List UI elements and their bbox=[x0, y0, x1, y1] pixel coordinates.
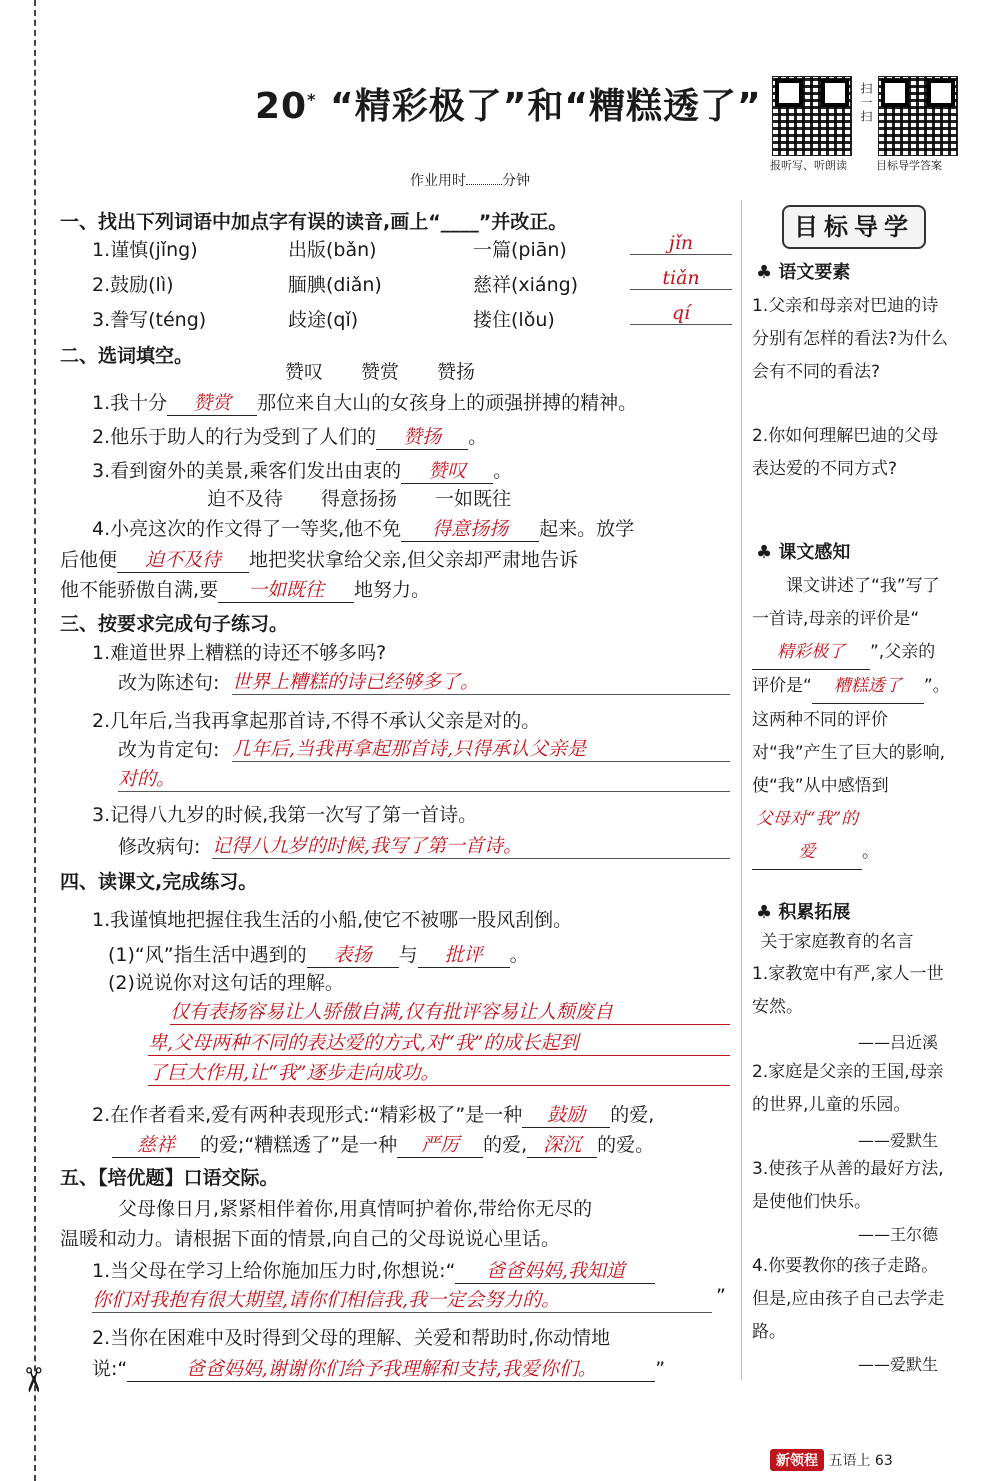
section-1-heading: 一、找出下列词语中加点字有误的读音,画上“____”并改正。 bbox=[60, 211, 568, 233]
s1-answer-2[interactable]: tiǎn bbox=[630, 267, 732, 290]
section-2-heading: 二、选词填空。 bbox=[60, 345, 194, 367]
s4-q2-answer-2[interactable]: 慈祥 bbox=[112, 1130, 200, 1158]
s3-q3: 3.记得八九岁的时候,我第一次写了第一首诗。 bbox=[92, 804, 478, 826]
s4-q2-answer-3[interactable]: 严厉 bbox=[397, 1130, 483, 1158]
s2-q3-answer[interactable]: 赞叹 bbox=[401, 456, 493, 484]
s4-q1-2: (2)说说你对这句话的理解。 bbox=[108, 972, 344, 994]
s1-answer-3[interactable]: qí bbox=[630, 302, 732, 325]
sidebar-q2: 2.你如何理解巴迪的父母表达爱的不同方式? bbox=[752, 426, 939, 479]
s3-q2-answer-2[interactable]: 对的。 bbox=[118, 764, 730, 792]
s2-q4-line1: 4.小亮这次的作文得了一等奖,他不免 得意扬扬 起来。放学 bbox=[92, 514, 634, 542]
s1-row-1: 1.谨慎(jǐng) bbox=[92, 239, 198, 261]
s2-q1-answer[interactable]: 赞赏 bbox=[167, 388, 257, 416]
word-bank-1: 赞叹 赞赏 赞扬 bbox=[285, 361, 476, 383]
s3-q1-answer[interactable]: 世界上糟糕的诗已经够多了。 bbox=[232, 667, 730, 695]
s2-q3: 3.看到窗外的美景,乘客们发出由衷的 赞叹 。 bbox=[92, 456, 512, 484]
scissors-icon: ✂ bbox=[12, 1365, 53, 1395]
scan-label: 扫一扫 bbox=[859, 82, 873, 124]
sidebar-answer-1[interactable]: 精彩极了 bbox=[752, 636, 870, 670]
cut-line bbox=[34, 0, 36, 1481]
sidebar-section-2: ♣ 课文感知 bbox=[756, 542, 851, 563]
sidebar-answer-3[interactable]: 父母对“我”的爱 bbox=[752, 803, 862, 870]
s5-q2: 2.当你在困难中及时得到父母的理解、关爱和帮助时,你动情地 bbox=[92, 1327, 611, 1349]
s1-row-3: 3.誊写(téng) bbox=[92, 309, 207, 331]
s3-q2: 2.几年后,当我再拿起那首诗,不得不承认父亲是对的。 bbox=[92, 710, 541, 732]
word-bank-2: 迫不及待 得意扬扬 一如既往 bbox=[207, 488, 512, 510]
s2-q2: 2.他乐于助人的行为受到了人们的 赞扬 。 bbox=[92, 422, 487, 450]
s4-q2-line1: 2.在作者看来,爱有两种表现形式:“精彩极了”是一种 鼓励 的爱, bbox=[92, 1100, 654, 1128]
sidebar-answer-2[interactable]: 糟糕透了 bbox=[812, 670, 924, 704]
sidebar-section-1: ♣ 语文要素 bbox=[756, 262, 851, 283]
s2-q4-line2: 后他便 迫不及待 地把奖状拿给父亲,但父亲却严肃地告诉 bbox=[60, 545, 578, 573]
s3-q1: 1.难道世界上糟糕的诗还不够多吗? bbox=[92, 642, 387, 664]
quote-3: 3.使孩子从善的最好方法,是使他们快乐。 bbox=[752, 1159, 944, 1212]
s2-q4-answer-1[interactable]: 得意扬扬 bbox=[401, 514, 539, 542]
s4-q2-answer-4[interactable]: 深沉 bbox=[527, 1130, 597, 1158]
sidebar-summary: 课文讲述了“我”写了一首诗,母亲的评价是“精彩极了 ”,父亲的评价是“ 糟糕透了 ”。这两种不同的评价对“我”产生了巨大的影响,使“我”从中感悟到父母对“我”的爱 。 bbox=[752, 570, 952, 870]
s4-answer-line-1[interactable]: 仅有表扬容易让人骄傲自满,仅有批评容易让人颓废自 bbox=[170, 997, 730, 1025]
s1-row-2: 2.鼓励(lì) bbox=[92, 274, 174, 296]
s1-row-2-c: 慈祥(xiáng) bbox=[473, 274, 579, 296]
s4-answer-line-3[interactable]: 了巨大作用,让“我”逐步走向成功。 bbox=[148, 1058, 730, 1086]
s3-q3-answer[interactable]: 记得八九岁的时候,我写了第一首诗。 bbox=[212, 831, 730, 859]
s1-row-1-c: 一篇(piān) bbox=[473, 239, 567, 261]
s5-intro-1: 父母像日月,紧紧相伴着你,用真情呵护着你,带给你无尽的 bbox=[118, 1198, 593, 1220]
tree-icon: ♣ bbox=[756, 542, 773, 563]
quote-1-author: ——吕近溪 bbox=[858, 1033, 939, 1052]
s3-q1-label: 改为陈述句: bbox=[118, 672, 220, 694]
s1-row-1-b: 出版(bǎn) bbox=[288, 239, 377, 261]
s1-row-3-b: 歧途(qǐ) bbox=[288, 309, 359, 331]
s1-row-2-b: 腼腆(diǎn) bbox=[288, 274, 382, 296]
s5-q1-answer-2[interactable]: 你们对我抱有很大期望,请你们相信我,我一定会努力的。 bbox=[92, 1285, 712, 1313]
s5-q1: 1.当父母在学习上给你施加压力时,你想说:“ 爸爸妈妈,我知道 bbox=[92, 1256, 655, 1284]
s2-q4-answer-2[interactable]: 迫不及待 bbox=[117, 545, 249, 573]
qr-caption-left: 报听写、听朗读 bbox=[770, 159, 847, 172]
section-3-heading: 三、按要求完成句子练习。 bbox=[60, 613, 289, 635]
s4-q1-answer-2[interactable]: 批评 bbox=[418, 940, 510, 968]
s1-row-3-c: 搂住(lǒu) bbox=[473, 309, 555, 331]
sidebar-title: 目标导学 bbox=[782, 205, 926, 249]
tree-icon: ♣ bbox=[756, 262, 773, 283]
s5-q2-answer[interactable]: 爸爸妈妈,谢谢你们给予我理解和支持,我爱你们。 bbox=[127, 1354, 655, 1382]
s5-q2-line2: 说:“ 爸爸妈妈,谢谢你们给予我理解和支持,我爱你们。 ” bbox=[92, 1354, 665, 1382]
s4-q1: 1.我谨慎地把握住我生活的小船,使它不被哪一股风刮倒。 bbox=[92, 909, 573, 931]
s4-answer-line-2[interactable]: 卑,父母两种不同的表达爱的方式,对“我”的成长起到 bbox=[148, 1028, 730, 1056]
sidebar-q1: 1.父亲和母亲对巴迪的诗分别有怎样的看法?为什么会有不同的看法? bbox=[752, 296, 949, 382]
qr-caption-right: 目标导学答案 bbox=[876, 159, 942, 172]
s5-q1-answer-1[interactable]: 爸爸妈妈,我知道 bbox=[455, 1256, 655, 1284]
s2-q4-answer-3[interactable]: 一如既往 bbox=[218, 575, 354, 603]
s4-q1-answer-1[interactable]: 表扬 bbox=[307, 940, 399, 968]
section-4-heading: 四、读课文,完成练习。 bbox=[60, 871, 258, 893]
page-title: 20* “精彩极了”和“糟糕透了” bbox=[255, 86, 762, 127]
s5-intro-2: 温暖和动力。请根据下面的情景,向自己的父母说说心里话。 bbox=[60, 1228, 561, 1250]
time-used: 作业用时 分钟 bbox=[410, 173, 530, 189]
s2-q1: 1.我十分 赞赏 那位来自大山的女孩身上的顽强拼搏的精神。 bbox=[92, 388, 637, 416]
s4-q2-answer-1[interactable]: 鼓励 bbox=[522, 1100, 610, 1128]
s1-answer-1[interactable]: jǐn bbox=[630, 232, 732, 255]
s5-q1-close: ” bbox=[716, 1285, 726, 1307]
qr-code-icon[interactable] bbox=[878, 76, 958, 156]
s4-q2-line2: 慈祥 的爱;“糟糕透了”是一种 严厉 的爱, 深沉 的爱。 bbox=[112, 1130, 654, 1158]
s3-q2-answer-1[interactable]: 几年后,当我再拿起那首诗,只得承认父亲是 bbox=[232, 734, 730, 762]
quote-1: 1.家教宽中有严,家人一世安然。 bbox=[752, 964, 944, 1017]
s2-q2-answer[interactable]: 赞扬 bbox=[376, 422, 468, 450]
page-number: 63 bbox=[874, 1453, 893, 1469]
quote-3-author: ——王尔德 bbox=[858, 1225, 939, 1244]
brand-badge: 新领程 bbox=[770, 1449, 824, 1471]
s3-q2-label: 改为肯定句: bbox=[118, 739, 220, 761]
grade-label: 五语上 bbox=[828, 1453, 871, 1469]
tree-icon: ♣ bbox=[756, 902, 773, 923]
quote-2-author: ——爱默生 bbox=[858, 1131, 939, 1150]
sidebar-section-3: ♣ 积累拓展 bbox=[756, 902, 851, 923]
sidebar-quotes-intro: 关于家庭教育的名言 bbox=[760, 932, 914, 952]
section-5-heading: 五、【培优题】口语交际。 bbox=[60, 1167, 279, 1189]
qr-code-icon[interactable] bbox=[772, 76, 852, 156]
s3-q3-label: 修改病句: bbox=[118, 836, 201, 858]
quote-4: 4.你要教你的孩子走路。但是,应由孩子自己去学走路。 bbox=[752, 1256, 945, 1342]
quote-4-author: ——爱默生 bbox=[858, 1355, 939, 1374]
s4-q1-1: (1)“风”指生活中遇到的 表扬 与 批评 。 bbox=[108, 940, 529, 968]
page-footer bbox=[770, 1449, 893, 1471]
quote-2: 2.家庭是父亲的王国,母亲的世界,儿童的乐园。 bbox=[752, 1062, 944, 1115]
sidebar-divider bbox=[741, 200, 742, 1380]
s2-q4-line3: 他不能骄傲自满,要 一如既往 地努力。 bbox=[60, 575, 430, 603]
